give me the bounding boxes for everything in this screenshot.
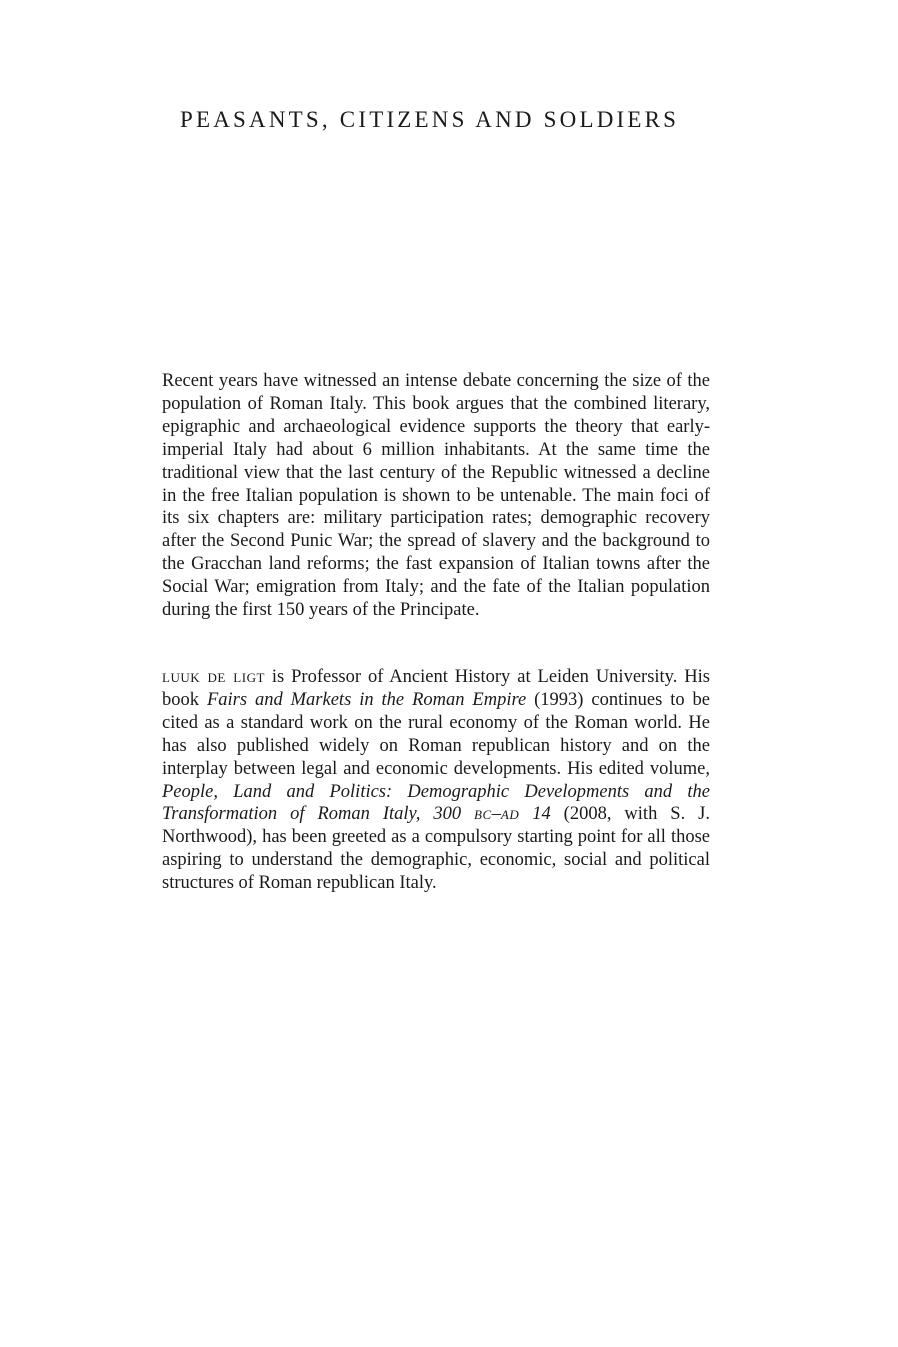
author-name: luuk de ligt: [162, 667, 265, 687]
era-bc: bc: [474, 804, 492, 825]
bio-text: (1993) continues to be cited as a standard work on the rural economy of the Roman world. He has also published widely on Roman republican history and on the interplay between legal and economic developments. His edited volume,: [162, 689, 711, 779]
bio-text: is Professor of Ancient History at Leiden University. His book: [162, 667, 710, 710]
author-bio: [162, 666, 710, 895]
era-dash: –: [491, 804, 501, 825]
era-year: 14: [519, 804, 551, 825]
edited-volume-title-text: People, Land and Politics: Demographic Developments and the Transformation of Roman Italy, 300: [162, 781, 710, 825]
page-title: PEASANTS, CITIZENS AND SOLDIERS: [180, 107, 680, 132]
book-title: Fairs and Markets in the Roman Empire: [206, 689, 527, 710]
book-description: Recent years have witnessed an intense debate concerning the size of the population of Roman Italy. This book argues that the combined literary, epigraphic and archaeological evidence supports the theory that early-imperial Italy had about 6 million inhabitants. At the same time the traditional view that the last century of the Republic witnessed a decline in the free Italian population is shown to be untenable. The main foci of its six chapters are: military participation rates; demographic recovery after the Second Punic War; the spread of slavery and the background to the Gracchan land reforms; the fast expansion of Italian towns after the Social War; emigration from Italy; and the fate of the Italian population during the first 150 years of the Principate.: [162, 371, 710, 621]
era-ad: ad: [500, 804, 520, 825]
bio-text: (2008, with S. J. Northwood), has been greeted as a compulsory starting point for all those aspiring to understand the demographic, economic, social and political structures of Roman republican Italy.: [162, 804, 710, 894]
